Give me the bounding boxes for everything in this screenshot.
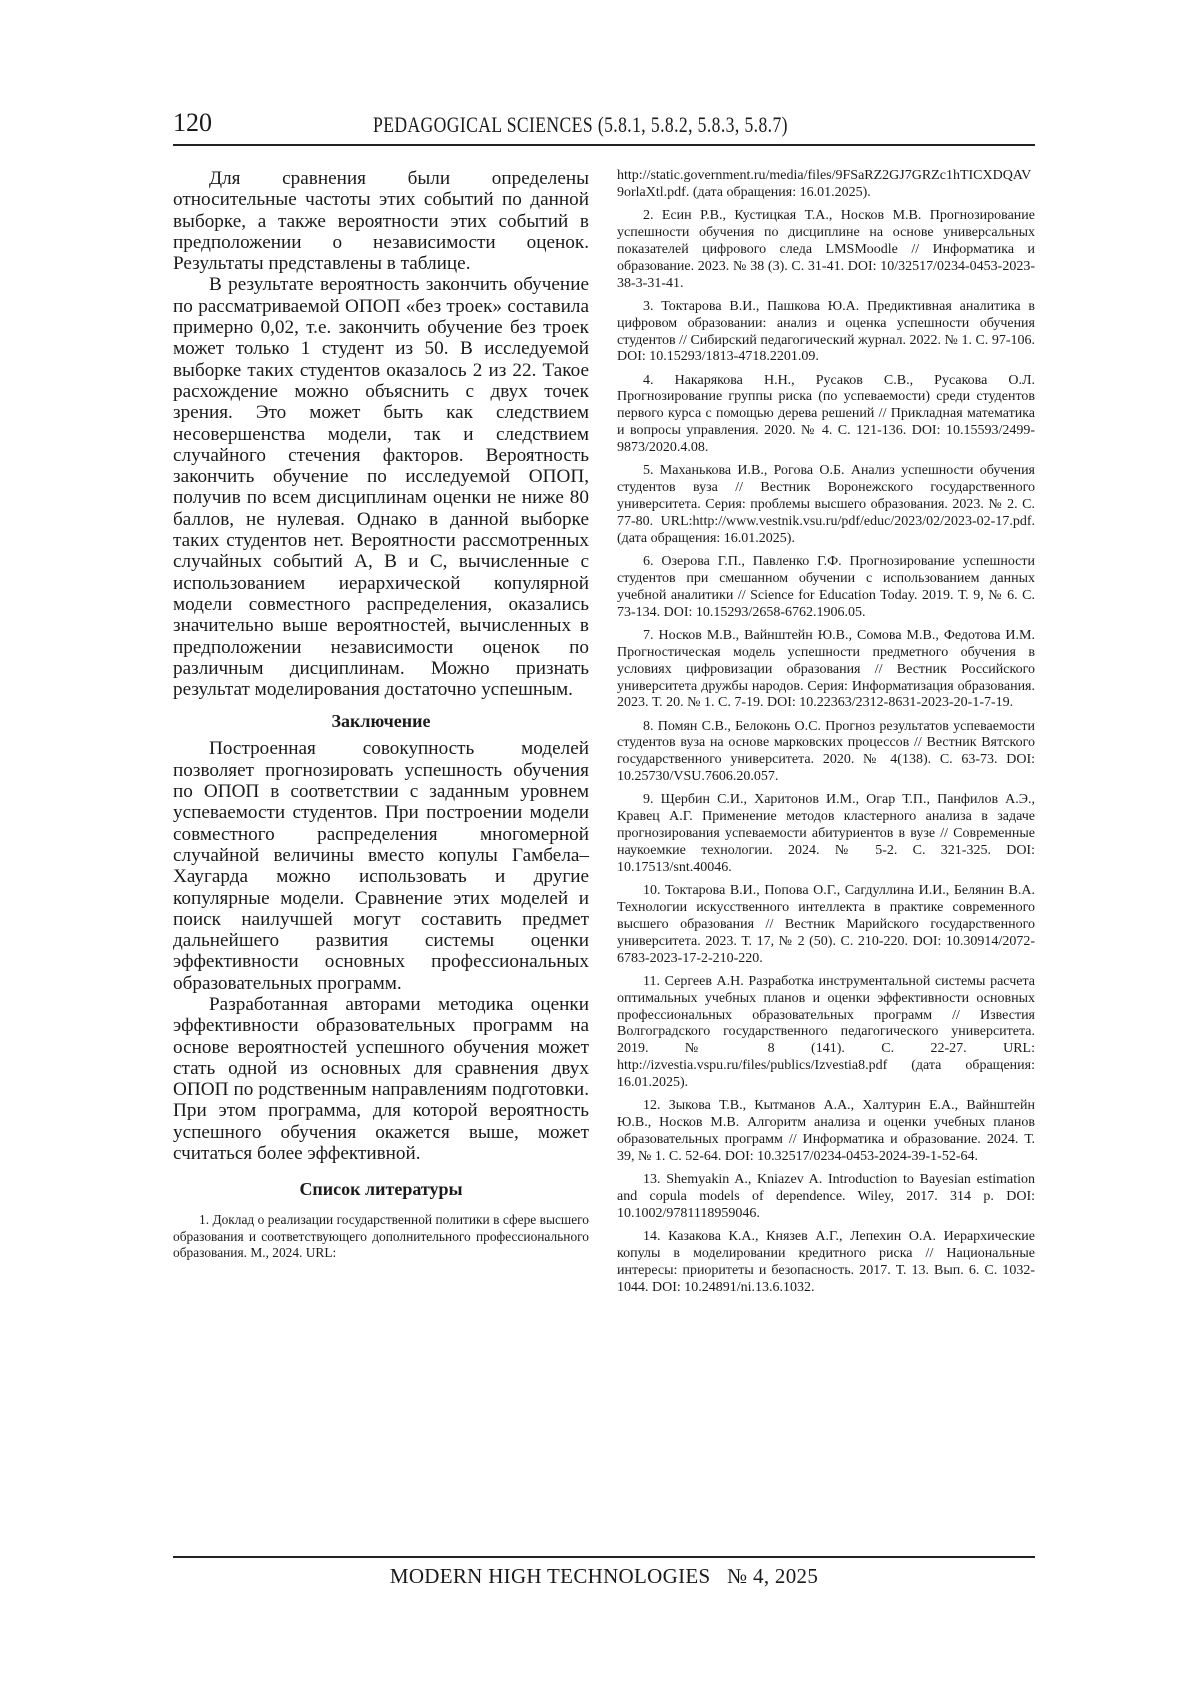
conclusion-heading: Заключение xyxy=(173,710,589,732)
reference-item: 12. Зыкова Т.В., Кытманов А.А., Халтурин Е.А., Вайнштейн Ю.В., Носков М.В. Алгоритм анализа и оценки учебных планов образовательных программ // Информатика и образование. 2024. Т. 39, № 1. С. 52-64. DOI: 10.32517/0234-0453-2024-39-1-52-64. xyxy=(617,1098,1035,1166)
reference-item: 1. Доклад о реализации государственной политики в сфере высшего образования и соответствующего дополнительного профессионального образования. М., 2024. URL: xyxy=(173,1212,589,1262)
reference-item: 13. Shemyakin A., Kniazev A. Introduction to Bayesian estimation and copula models of dependence. Wiley, 2017. 314 p. DOI: 10.1002/9781118959046. xyxy=(617,1172,1035,1223)
left-column xyxy=(173,168,589,1268)
reference-item: 9. Щербин С.И., Харитонов И.М., Огар Т.П., Панфилов А.Э., Кравец А.Г. Применение методов кластерного анализа в задаче прогнозирования успеваемости абитуриентов в вузе // Современные наукоемкие технологии. 2024. № 5-2. С. 321-325. DOI: 10.17513/snt.40046. xyxy=(617,792,1035,877)
conclusion-paragraph: Построенная совокупность моделей позволяет прогнозировать успешность обучения по ОПОП в соответствии с заданным уровнем успеваемости студентов. При построении модели совместного распределения многомерной случайной величины вместо копулы Гамбела–Хаугарда можно использовать и другие копулярные модели. Сравнение этих моделей и поиск наилучшей могут составить предмет дальнейшего развития системы оценки эффективности основных профессиональных образовательных программ. xyxy=(173,738,589,994)
references-heading: Список литературы xyxy=(173,1178,589,1200)
reference-item: 14. Казакова К.А., Князев А.Г., Лепехин О.А. Иерархические копулы в моделировании кредитного риска // Национальные интересы: приоритеты и безопасность. 2017. Т. 13. Вып. 6. С. 1032-1044. DOI: 10.24891/ni.13.6.1032. xyxy=(617,1229,1035,1297)
page-footer xyxy=(173,1564,1035,1588)
body-paragraph: В результате вероятность закончить обучение по рассматриваемой ОПОП «без троек» составила примерно 0,02, т.е. закончить обучение без троек может только 1 студент из 50. В исследуемой выборке таких студентов оказалось 2 из 22. Такое расхождение можно объяснить с двух точек зрения. Это может быть как следствием несовершенства модели, так и следствием случайного стечения факторов. Вероятность закончить обучение по исследуемой ОПОП, получив по всем дисциплинам оценки не ниже 80 баллов, не нулевая. Однако в данной выборке таких студентов нет. Вероятности рассмотренных случайных событий A, B и C, вычисленные с использованием иерархической копулярной модели совместного распределения, оказались значительно выше вероятностей, вычисленных в предположении независимости оценок по различным дисциплинам. Можно признать результат моделирования достаточно успешным. xyxy=(173,274,589,700)
page-header xyxy=(173,108,1035,146)
journal-section-title: PEDAGOGICAL SCIENCES (5.8.1, 5.8.2, 5.8.3, 5.8.7) xyxy=(373,112,788,138)
footer-rule xyxy=(173,1556,1035,1558)
reference-item: 4. Накарякова Н.Н., Русаков С.В., Русакова О.Л. Прогнозирование группы риска (по успеваемости) среди студентов первого курса с помощью дерева решений // Прикладная математика и вопросы управления. 2020. № 4. С. 121-136. DOI: 10.15593/2499-9873/2020.4.08. xyxy=(617,373,1035,458)
reference-item: 6. Озерова Г.П., Павленко Г.Ф. Прогнозирование успешности студентов при смешанном обучении с использованием данных учебной аналитики // Science for Education Today. 2019. Т. 9, № 6. С. 73-134. DOI: 10.15293/2658-6762.1906.05. xyxy=(617,554,1035,622)
reference-item: 7. Носков М.В., Вайнштейн Ю.В., Сомова М.В., Федотова И.М. Прогностическая модель успешности предметного обучения в условиях цифровизации образования // Вестник Российского университета дружбы народов. Серия: Информатизация образования. 2023. Т. 20. № 1. С. 7-19. DOI: 10.22363/2312-8631-2023-20-1-7-19. xyxy=(617,628,1035,713)
body-paragraph: Для сравнения были определены относительные частоты этих событий по данной выборке, а также вероятности этих событий в предположении о независимости оценок. Результаты представлены в таблице. xyxy=(173,168,589,274)
footer-issue: № 4, 2025 xyxy=(727,1564,818,1588)
reference-item: 5. Маханькова И.В., Рогова О.Б. Анализ успешности обучения студентов вуза // Вестник Воронежского государственного университета. Серия: проблемы высшего образования. 2023. № 2. С. 77-80. URL:http://www.vestnik.vsu.ru/pdf/educ/2023/02/2023-02-17.pdf. (дата обращения: 16.01.2025). xyxy=(617,463,1035,548)
conclusion-paragraph: Разработанная авторами методика оценки эффективности образовательных программ на основе вероятностей успешного обучения может стать одной из основных для сравнения двух ОПОП по родственным направлениям подготовки. При этом программа, для которой вероятность успешного обучения окажется выше, может считаться более эффективной. xyxy=(173,994,589,1164)
reference-item-continued: http://static.government.ru/media/files/9FSaRZ2GJ7GRZc1hTICXDQAV9orlaXtl.pdf. (дата обращения: 16.01.2025). xyxy=(617,168,1035,202)
reference-item: 11. Сергеев А.Н. Разработка инструментальной системы расчета оптимальных учебных планов и оценки эффективности основных профессиональных образовательных программ // Известия Волгоградского государственного педагогического университета. 2019. № 8 (141). С. 22-27. URL: http://izvestia.vspu.ru/files/publics/Izvestia8.pdf (дата обращения: 16.01.2025). xyxy=(617,974,1035,1092)
right-column xyxy=(617,168,1035,1303)
footer-journal: MODERN HIGH TECHNOLOGIES xyxy=(390,1564,711,1588)
reference-item: 2. Есин Р.В., Кустицкая Т.А., Носков М.В. Прогнозирование успешности обучения по дисциплине на основе универсальных показателей цифрового следа LMSMoodle // Информатика и образование. 2023. № 38 (3). С. 31-41. DOI: 10/32517/0234-0453-2023-38-3-31-41. xyxy=(617,208,1035,293)
reference-item: 10. Токтарова В.И., Попова О.Г., Сагдуллина И.И., Белянин В.А. Технологии искусственного интеллекта в практике современного высшего образования // Вестник Марийского государственного университета. 2023. Т. 17, № 2 (50). С. 210-220. DOI: 10.30914/2072-6783-2023-17-2-210-220. xyxy=(617,883,1035,968)
page-number: 120 xyxy=(173,108,212,138)
reference-item: 3. Токтарова В.И., Пашкова Ю.А. Предиктивная аналитика в цифровом образовании: анализ и оценка успешности обучения студентов // Сибирский педагогический журнал. 2022. № 1. С. 97-106. DOI: 10.15293/1813-4718.2201.09. xyxy=(617,299,1035,367)
reference-item: 8. Помян С.В., Белоконь О.С. Прогноз результатов успеваемости студентов вуза на основе марковских процессов // Вестник Вятского государственного университета. 2020. № 4(138). С. 63-73. DOI: 10.25730/VSU.7606.20.057. xyxy=(617,719,1035,787)
